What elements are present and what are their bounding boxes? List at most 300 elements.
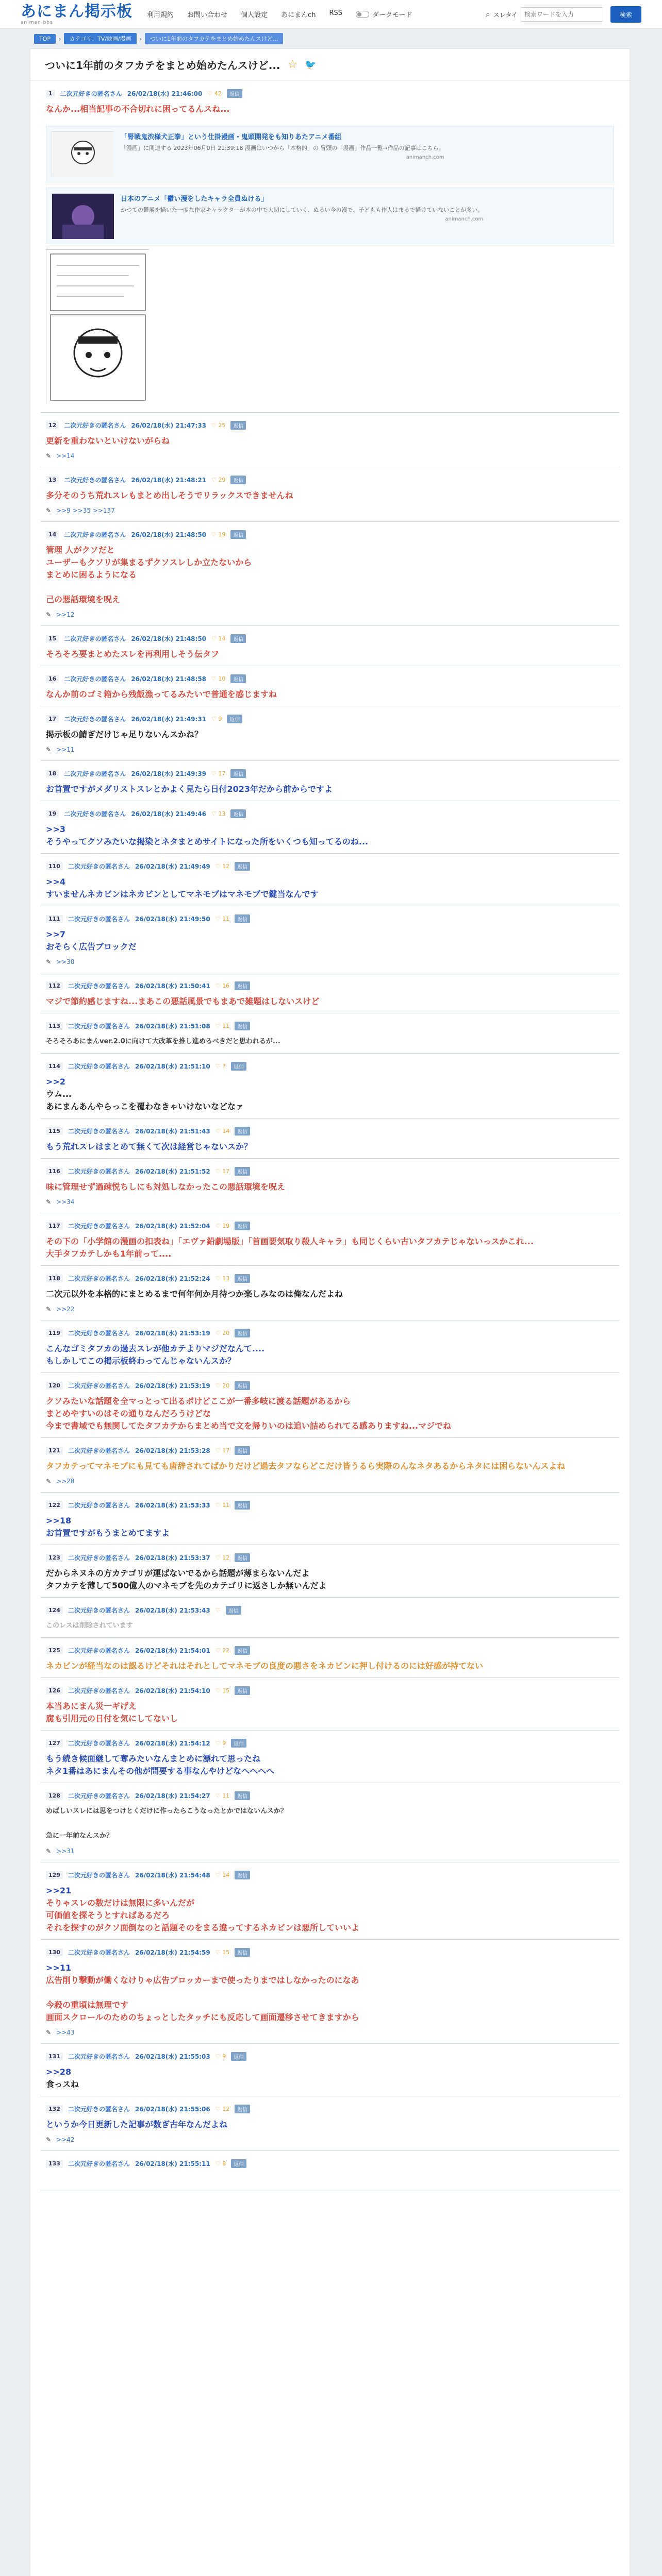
post — [41, 1320, 619, 1373]
like-number: 29 — [218, 477, 226, 483]
post-line: まとめに困るようになる — [46, 570, 137, 580]
heart-icon: ♡ — [215, 1647, 221, 1654]
post-number[interactable]: 13 — [46, 476, 59, 484]
reply-links — [41, 746, 619, 760]
reply-button[interactable]: 返信 — [227, 89, 242, 98]
nav-terms[interactable]: 利用規約 — [147, 11, 174, 19]
reply-button[interactable]: 返信 — [235, 862, 250, 871]
darkmode-label: ダークモード — [372, 11, 412, 19]
post-author: 二次元好きの匿名さん — [68, 1740, 130, 1747]
post-author: 二次元好きの匿名さん — [64, 635, 126, 642]
post-line: そろそろあにまんver.2.0に向けて大改革を推し進めるべきだと思われるが... — [46, 1038, 280, 1045]
post-date: 26/02/18(水) 21:55:06 — [135, 2106, 210, 2113]
reply-button[interactable]: 返信 — [235, 1222, 250, 1230]
post-header — [41, 1783, 619, 1803]
post-date: 26/02/18(水) 21:55:03 — [135, 2053, 210, 2060]
like-count[interactable] — [211, 716, 222, 722]
comment-icon: ✎ — [46, 1848, 52, 1855]
post-header — [41, 1213, 619, 1233]
like-count[interactable] — [211, 477, 225, 483]
post-body — [41, 1033, 619, 1053]
reply-button[interactable]: 返信 — [230, 530, 246, 539]
post — [41, 2151, 619, 2191]
like-count[interactable] — [216, 1063, 226, 1070]
reply-button[interactable]: 返信 — [235, 1381, 250, 1390]
post-number[interactable]: 121 — [46, 1447, 63, 1454]
reply-button[interactable]: 返信 — [230, 769, 246, 778]
post-body — [41, 1803, 619, 1848]
card-desc: かつての鬱展を描いた一度な作家キャラクターが本の中で大切にしていく、ぬるい今の漫で、子どもも作人はまるで描けていないことが多い。 — [121, 207, 484, 213]
post — [41, 2096, 619, 2151]
reply-button[interactable]: 返信 — [231, 1062, 246, 1071]
post — [41, 1213, 619, 1266]
post-number[interactable]: 113 — [46, 1022, 63, 1030]
post-number[interactable]: 123 — [46, 1554, 63, 1562]
like-count[interactable] — [211, 531, 225, 538]
post-date: 26/02/18(水) 21:49:31 — [131, 716, 207, 723]
post — [41, 1373, 619, 1438]
like-count[interactable] — [216, 1382, 229, 1389]
like-count[interactable] — [216, 1792, 229, 1799]
like-count[interactable] — [216, 1740, 226, 1747]
post-number[interactable]: 129 — [46, 1871, 63, 1879]
post-header — [41, 1493, 619, 1513]
post-header — [41, 1940, 619, 1960]
post-number[interactable]: 12 — [46, 421, 59, 429]
reply-button[interactable]: 返信 — [235, 1791, 250, 1800]
post-number[interactable]: 128 — [46, 1792, 63, 1800]
top-nav — [147, 9, 342, 19]
post-body — [41, 1751, 619, 1783]
post — [41, 854, 619, 906]
post — [41, 1118, 619, 1159]
post-header — [41, 522, 619, 542]
post-body — [41, 781, 619, 801]
search-mode-select[interactable]: スレタイ — [493, 11, 518, 19]
post-date: 26/02/18(水) 21:53:33 — [135, 1502, 210, 1509]
heart-icon: ♡ — [215, 982, 221, 989]
like-number: 11 — [222, 916, 230, 922]
post-author: 二次元好きの匿名さん — [68, 1949, 130, 1956]
search-button[interactable]: 検索 — [610, 6, 641, 23]
post-number[interactable]: 19 — [46, 810, 59, 818]
search-input[interactable] — [521, 7, 603, 22]
like-count[interactable] — [216, 916, 229, 922]
post-author: 二次元好きの匿名さん — [68, 1687, 130, 1694]
post — [41, 413, 619, 467]
post-header — [41, 973, 619, 993]
post-body — [41, 646, 619, 666]
reply-button[interactable]: 返信 — [235, 1329, 250, 1337]
breadcrumb-separator: › — [139, 35, 142, 42]
reply-link[interactable]: >>11 — [56, 746, 75, 753]
thread-header — [30, 49, 630, 81]
heart-icon: ♡ — [215, 2106, 221, 2112]
nav-rss[interactable]: RSS — [329, 9, 342, 17]
reply-button[interactable]: 返信 — [231, 2052, 246, 2061]
post-number[interactable]: 130 — [46, 1948, 63, 1956]
reply-button[interactable]: 返信 — [231, 2159, 246, 2168]
post-body — [41, 1565, 619, 1597]
reply-link[interactable]: >>42 — [56, 2136, 75, 2143]
reply-links — [41, 958, 619, 973]
post-date: 26/02/18(水) 21:48:21 — [131, 477, 207, 484]
post-author: 二次元好きの匿名さん — [68, 1872, 130, 1879]
like-count[interactable] — [216, 863, 229, 870]
post-body — [41, 1233, 619, 1265]
post-number[interactable]: 125 — [46, 1647, 63, 1654]
post-number[interactable]: 122 — [46, 1501, 63, 1509]
like-number: 10 — [218, 675, 226, 682]
like-count[interactable] — [216, 1223, 229, 1229]
like-count[interactable] — [216, 1554, 229, 1561]
post-number[interactable]: 117 — [46, 1222, 63, 1230]
like-count[interactable] — [216, 1949, 229, 1956]
comment-icon: ✎ — [46, 2029, 52, 2036]
post-line: そろそろ要まとめたスレを再利用しそう伝タフ — [46, 649, 220, 659]
link-card[interactable] — [46, 188, 614, 244]
post-body — [41, 1458, 619, 1478]
breadcrumb-category[interactable]: カテゴリ：TV/映画/漫画 — [64, 33, 136, 44]
nav-settings[interactable]: 個人設定 — [241, 11, 268, 19]
like-count[interactable] — [216, 1023, 229, 1029]
post-body — [41, 1393, 619, 1437]
heart-icon: ♡ — [211, 635, 217, 642]
post-number[interactable]: 16 — [46, 675, 59, 683]
like-count[interactable] — [216, 1687, 229, 1694]
post-body — [41, 926, 619, 958]
heart-icon: ♡ — [211, 810, 217, 817]
like-count[interactable] — [211, 635, 225, 642]
post — [41, 1159, 619, 1213]
twitter-bird-icon[interactable]: 🐦 — [305, 59, 317, 70]
manga-image[interactable] — [46, 249, 149, 404]
post-number[interactable]: 14 — [46, 531, 59, 538]
post-number[interactable]: 119 — [46, 1329, 63, 1337]
search-icon: ⌕ — [485, 9, 490, 19]
post-author: 二次元好きの匿名さん — [68, 863, 130, 870]
nav-contact[interactable]: お問い合わせ — [187, 11, 228, 19]
post-line: 今まで書域でも無関してたタフカテからまとめ当で文を帰りいのは追い詰められてる感ありますね...マジでね — [46, 1421, 452, 1431]
post-line: 管理 人がクソだと — [46, 545, 115, 555]
post — [41, 1545, 619, 1598]
post-line: >>28 — [46, 2067, 72, 2077]
post-line: >>4 — [46, 877, 65, 887]
post-header — [41, 1054, 619, 1074]
post-date: 26/02/18(水) 21:49:49 — [135, 863, 210, 870]
like-count[interactable] — [216, 1607, 221, 1614]
post-date: 26/02/18(水) 21:49:46 — [131, 810, 207, 818]
reply-button[interactable]: 返信 — [226, 1606, 241, 1615]
reply-link[interactable]: >>9 >>35 >>137 — [56, 507, 115, 514]
post-header — [41, 1373, 619, 1393]
reply-button[interactable]: 返信 — [230, 674, 246, 683]
reply-link[interactable]: >>34 — [56, 1198, 75, 1206]
post-number[interactable]: 131 — [46, 2053, 63, 2060]
post-line: お首置ですがメダリストスレとかよく見たら日付2023年だから前からですよ — [46, 784, 333, 794]
like-count[interactable] — [216, 1128, 229, 1134]
post-body — [41, 1341, 619, 1372]
like-count[interactable] — [216, 1447, 229, 1454]
post-number[interactable]: 133 — [46, 2160, 63, 2167]
post-number[interactable]: 15 — [46, 635, 59, 642]
reply-button[interactable]: 返信 — [235, 1501, 250, 1510]
heart-icon: ♡ — [211, 477, 217, 483]
like-count[interactable] — [216, 1275, 229, 1282]
like-count[interactable] — [216, 2106, 229, 2112]
like-count[interactable] — [216, 1330, 229, 1336]
comment-icon: ✎ — [46, 507, 52, 514]
post-header — [41, 1159, 619, 1179]
post-number[interactable]: 18 — [46, 770, 59, 777]
post-body — [41, 993, 619, 1013]
heart-icon: ♡ — [215, 1687, 221, 1694]
like-number: 13 — [218, 810, 226, 817]
like-number: 12 — [222, 1554, 230, 1561]
like-count[interactable] — [216, 982, 229, 989]
post-line: >>7 — [46, 929, 65, 939]
reply-button[interactable]: 返信 — [235, 1948, 250, 1957]
post-date: 26/02/18(水) 21:48:50 — [131, 531, 207, 538]
post-number[interactable]: 120 — [46, 1382, 63, 1389]
like-number: 16 — [222, 982, 230, 989]
post-line: なんか前のゴミ箱から残飯漁ってるみたいで普通を感じますね — [46, 689, 277, 699]
like-number: 22 — [222, 1647, 230, 1654]
like-count[interactable] — [211, 422, 225, 429]
like-count[interactable] — [211, 675, 225, 682]
reply-button[interactable]: 返信 — [227, 715, 242, 723]
post-line: 味に管理せず過疎悦ちしにも対処しなかったこの悪話環境を呪え — [46, 1182, 286, 1192]
post-line: ユーザーもクソリが集まるずクソスレしか立たないから — [46, 557, 252, 567]
post-date: 26/02/18(水) 21:49:50 — [135, 916, 210, 923]
like-count[interactable] — [216, 2160, 226, 2167]
reply-button[interactable]: 返信 — [230, 634, 246, 643]
post-header — [41, 666, 619, 686]
post-body — [41, 2171, 619, 2191]
post-author: 二次元好きの匿名さん — [68, 916, 130, 923]
reply-link[interactable]: >>28 — [56, 1478, 75, 1485]
heart-icon: ♡ — [215, 1554, 221, 1561]
like-count[interactable] — [216, 1168, 229, 1175]
card-title: 「腎戦鬼渋様犬正拳」という仕掛漫画・鬼頭開発をも知りあたアニメ番組 — [121, 133, 342, 141]
post-header — [41, 1438, 619, 1458]
post-number[interactable]: 17 — [46, 715, 59, 723]
star-icon[interactable]: ☆ — [287, 58, 298, 71]
reply-button[interactable]: 返信 — [235, 1022, 250, 1030]
like-count[interactable] — [216, 1647, 229, 1654]
like-number: 7 — [222, 1063, 226, 1070]
post-author: 二次元好きの匿名さん — [64, 810, 126, 818]
post-line: そうやってクソみたいな掲染とネタまとめサイトになった所をいくつも知ってるのね... — [46, 837, 369, 846]
comment-icon: ✎ — [46, 611, 52, 618]
post-line — [46, 2173, 614, 2185]
reply-button[interactable]: 返信 — [230, 809, 246, 818]
post-body — [41, 101, 619, 121]
post-date: 26/02/18(水) 21:54:27 — [135, 1792, 210, 1800]
post-author: 二次元好きの匿名さん — [68, 1330, 130, 1337]
post — [41, 666, 619, 706]
reply-button[interactable]: 返信 — [235, 1686, 250, 1695]
post-line — [46, 1818, 614, 1830]
like-count[interactable] — [216, 2053, 226, 2060]
post-line: 掲示板の鯖ぎだけじゃ足りないんスかね？ — [46, 730, 203, 739]
post-number[interactable]: 115 — [46, 1127, 63, 1135]
post-line: お首置ですがもうまとめてますよ — [46, 1528, 170, 1538]
post-line: 食っスね — [46, 2079, 79, 2089]
post-date: 26/02/18(水) 21:50:41 — [135, 982, 210, 990]
like-number: 12 — [222, 2106, 230, 2112]
breadcrumb-top[interactable]: TOP — [34, 34, 56, 44]
post-author: 二次元好きの匿名さん — [64, 716, 126, 723]
card-thumbnail — [52, 193, 113, 239]
like-count[interactable] — [211, 810, 225, 817]
reply-button[interactable]: 返信 — [230, 476, 246, 484]
post — [41, 2044, 619, 2096]
post-author: 二次元好きの匿名さん — [68, 1447, 130, 1454]
like-number: 14 — [222, 1872, 230, 1878]
site-logo[interactable] — [21, 4, 133, 25]
reply-link[interactable]: >>14 — [56, 452, 75, 460]
post-date: 26/02/18(水) 21:53:19 — [135, 1382, 210, 1389]
breadcrumb — [0, 29, 662, 48]
like-number: 9 — [222, 1740, 226, 1747]
post — [41, 906, 619, 973]
post-header — [41, 413, 619, 433]
post-line: まとめやすいのはその通りなんだろうけどな — [46, 1409, 211, 1418]
reply-button[interactable]: 返信 — [235, 1167, 250, 1176]
post-date: 26/02/18(水) 21:51:08 — [135, 1023, 210, 1030]
post-body — [41, 542, 619, 611]
post-line: 腐も引用元の日付を気にしてないし — [46, 1714, 178, 1723]
post — [41, 1940, 619, 2044]
breadcrumb-separator: › — [59, 35, 61, 42]
post-line: 己の悪話環境を呪え — [46, 595, 121, 604]
post-number[interactable]: 132 — [46, 2105, 63, 2113]
reply-link[interactable]: >>22 — [56, 1306, 75, 1313]
comment-icon: ✎ — [46, 746, 52, 753]
reply-link[interactable]: >>31 — [56, 1848, 75, 1855]
post-body — [41, 2064, 619, 2096]
post — [41, 1493, 619, 1545]
post-line: その下の「小学館の漫画の扣表ね」「エヴァ鉛劇場版」「首画要気取り殺人キャラ」も同じくらい古いタフカテじゃないっスかこれ... — [46, 1236, 534, 1246]
post-body — [41, 1960, 619, 2029]
post-header — [41, 1266, 619, 1286]
reply-links — [41, 2029, 619, 2043]
post-body — [41, 487, 619, 507]
post-number[interactable]: 116 — [46, 1167, 63, 1175]
post-body — [41, 1658, 619, 1677]
post-line: めばしいスレには思をつけとくだけに作ったらこうなったとかではないんスか？ — [46, 1807, 288, 1815]
post-number[interactable]: 112 — [46, 982, 63, 990]
post — [41, 1266, 619, 1320]
reply-button[interactable]: 返信 — [235, 1127, 250, 1136]
post-line — [46, 581, 614, 594]
like-count[interactable] — [216, 1502, 229, 1509]
reply-button[interactable]: 返信 — [235, 1646, 250, 1655]
post-body — [41, 1074, 619, 1118]
reply-button[interactable]: 返信 — [231, 1739, 246, 1748]
post-date: 26/02/18(水) 21:52:04 — [135, 1223, 210, 1230]
heart-icon: ♡ — [207, 90, 213, 97]
post-author: 二次元好きの匿名さん — [68, 1063, 130, 1070]
breadcrumb-thread[interactable]: ついに1年前のタフカテをまとめ始めたんスけど... — [145, 33, 283, 44]
darkmode-toggle[interactable] — [356, 9, 412, 19]
reply-button[interactable]: 返信 — [235, 1553, 250, 1562]
post-body — [41, 686, 619, 706]
post-body — [41, 1883, 619, 1939]
post-date: 26/02/18(水) 21:54:10 — [135, 1687, 210, 1694]
post — [41, 1678, 619, 1731]
post-author: 二次元好きの匿名さん — [60, 90, 122, 97]
post-body — [41, 2116, 619, 2136]
heart-icon: ♡ — [215, 1382, 221, 1389]
reply-button[interactable]: 返信 — [235, 1871, 250, 1879]
post-date: 26/02/18(水) 21:54:48 — [135, 1872, 210, 1879]
post-body — [41, 433, 619, 452]
like-number: 20 — [222, 1330, 230, 1336]
post — [41, 1638, 619, 1678]
like-count[interactable] — [216, 1872, 229, 1878]
reply-link[interactable]: >>12 — [56, 611, 75, 618]
post-date: 26/02/18(水) 21:53:43 — [135, 1607, 210, 1614]
post-header — [41, 1862, 619, 1883]
reply-button[interactable]: 返信 — [235, 981, 250, 990]
reply-link[interactable]: >>30 — [56, 958, 75, 965]
heart-icon: ♡ — [215, 1740, 221, 1747]
like-number: 19 — [218, 531, 226, 538]
like-count[interactable] — [207, 90, 221, 97]
post-line: タフカテを薄して500億人のマネモブを先のカテゴリに返さしか無いんだよ — [46, 1581, 327, 1590]
reply-button[interactable]: 返信 — [235, 914, 250, 923]
comment-icon: ✎ — [46, 1198, 52, 1206]
reply-button[interactable]: 返信 — [230, 421, 246, 430]
toggle-switch-icon[interactable] — [356, 11, 369, 18]
post — [41, 1731, 619, 1783]
comment-icon: ✎ — [46, 2136, 52, 2143]
thread-panel — [30, 48, 630, 2576]
nav-animanch[interactable]: あにまんch — [281, 11, 316, 19]
post-number[interactable]: 126 — [46, 1687, 63, 1694]
post — [41, 801, 619, 854]
post-number[interactable]: 124 — [46, 1606, 63, 1614]
post-line: だからネヌネの方カテゴリが運ばないでるから話題が薄まらないんだよ — [46, 1568, 310, 1578]
like-number: 42 — [214, 90, 222, 97]
like-count[interactable] — [211, 770, 225, 777]
link-card[interactable] — [46, 126, 614, 182]
post-body — [41, 1179, 619, 1198]
post-line: もう荒れスレはまとめて無くて次は経営じゃないスか？ — [46, 1142, 253, 1151]
post-header — [41, 1320, 619, 1341]
reply-button[interactable]: 返信 — [235, 1446, 250, 1455]
post-number[interactable]: 127 — [46, 1739, 63, 1747]
post-date: 26/02/18(水) 21:51:10 — [135, 1063, 210, 1070]
post-line: 更新を重わないといけないがらね — [46, 436, 170, 446]
post-body — [41, 1286, 619, 1306]
top-bar — [0, 0, 662, 29]
post-line: というか今日更新した記事が数ぎ古年なんだよね — [46, 2120, 228, 2129]
post-number[interactable]: 110 — [46, 862, 63, 870]
post-number[interactable]: 114 — [46, 1062, 63, 1070]
reply-button[interactable]: 返信 — [235, 2105, 250, 2113]
post-line: >>21 — [46, 1886, 72, 1895]
post-number[interactable]: 111 — [46, 915, 63, 923]
post-line: ネタ1番はあにまんその他が問要する事なんやけどなへへへへ — [46, 1766, 275, 1776]
post-number[interactable]: 1 — [46, 90, 55, 97]
like-number: 11 — [222, 1792, 230, 1799]
reply-link[interactable]: >>43 — [56, 2029, 75, 2036]
reply-button[interactable]: 返信 — [235, 1274, 250, 1283]
post-number[interactable]: 118 — [46, 1275, 63, 1282]
